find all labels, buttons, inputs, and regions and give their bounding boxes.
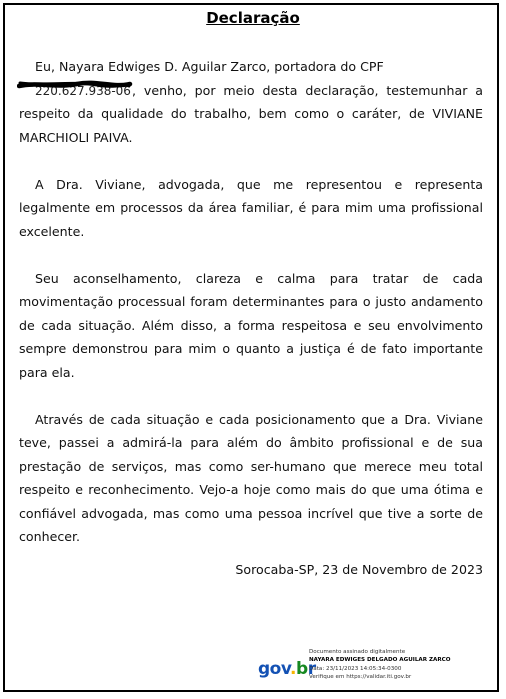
logo-part-r: r [307,659,316,679]
document-title: Declaração [206,9,300,27]
logo-part-dot: . [290,659,297,679]
signature-caption: Documento assinado digitalmente [309,649,406,655]
signature-verify-link[interactable]: Verifique em https://validar.iti.gov.br [309,674,412,681]
redaction-scribble-icon [17,79,133,97]
signature-details [309,648,451,682]
digital-signature-stamp [258,647,488,689]
paragraph-2: A Dra. Viviane, advogada, que me representou e representa legalmente em processos da área familiar, é para mim uma profissional excelente. [19,176,483,239]
logo-part-b: b [296,659,308,679]
logo-part-gov: gov [258,659,291,679]
paragraph-1-rest: , venho, por meio desta declaração, testemunhar a respeito da qualidade do trabalho, bem como o caráter, de VIVIANE MARCHIOLI PAIVA. [19,82,483,145]
paragraph-1-intro: Eu, Nayara Edwiges D. Aguilar Zarco, portadora do CPF [35,59,384,74]
govbr-logo [258,659,316,679]
document-body [19,55,483,572]
paragraph-1 [19,55,483,149]
paragraph-4: Através de cada situação e cada posicionamento que a Dra. Viviane teve, passei a admirá-la para além do âmbito profissional e de sua prestação de serviços, mas como ser-humano que merece meu total respeito e reconhecimento. Vejo-a hoje como mais do que uma ótima e confiável advogada, mas como uma pessoa incrível que tive a sorte de conhecer. [19,411,483,544]
paragraph-3: Seu aconselhamento, clareza e calma para tratar de cada movimentação processual foram determinantes para o justo andamento de cada situação. Além disso, a forma respeitosa e seu envolvimento sempre demonstrou para mim o quanto a justiça é de fato importante para ela. [19,270,483,380]
signer-name: NAYARA EDWIGES DELGADO AGUILAR ZARCO [309,657,451,664]
place-and-date: Sorocaba-SP, 23 de Novembro de 2023 [235,562,483,577]
cpf-number: 220.627.938-06 [35,83,131,98]
signature-date: Data: 23/11/2023 14:05:34-0300 [309,665,402,672]
redacted-cpf [19,83,131,97]
